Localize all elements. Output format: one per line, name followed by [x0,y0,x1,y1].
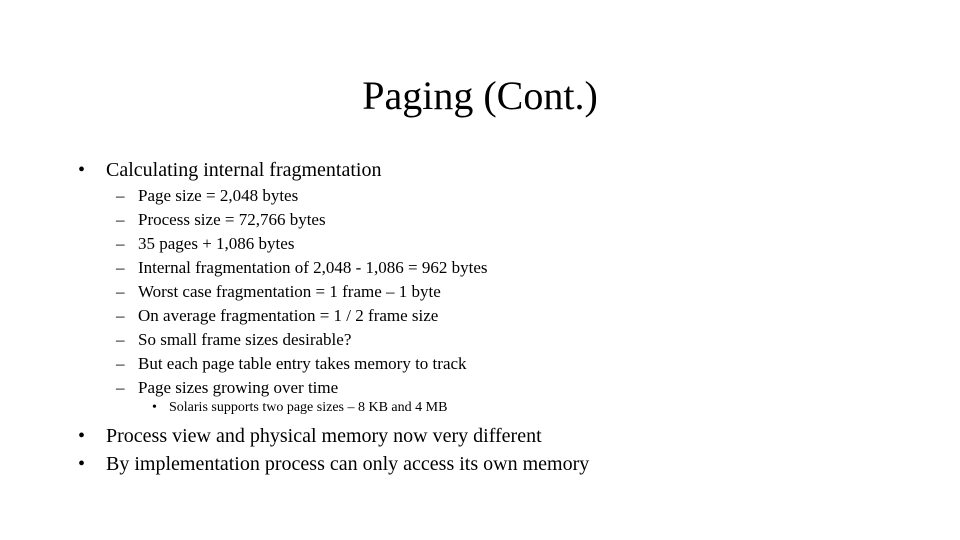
subpoint-item [78,304,938,328]
bullet-icon: • [78,159,86,181]
bullet-process-view [78,422,938,450]
subpoint-item [78,376,938,400]
subpoint-text: Page size = 2,048 bytes [138,186,299,205]
bullet-text: Process view and physical memory now very different [106,425,542,447]
subpoint-text: But each page table entry takes memory to track [138,354,467,373]
subpoint-text: Internal fragmentation of 2,048 - 1,086 = 962 bytes [138,258,488,277]
subpoint-item [78,280,938,304]
subpoint-text: Worst case fragmentation = 1 frame – 1 byte [138,282,441,301]
slide-content [78,156,938,478]
bullet-text: By implementation process can only access its own memory [106,453,590,475]
subsubpoint-text: Solaris supports two page sizes – 8 KB and 4 MB [169,400,448,415]
subpoint-item [78,352,938,376]
subpoint-list [78,184,938,400]
bullet-icon: • [78,425,86,447]
dash-icon: – [116,186,125,205]
bullet-text: Calculating internal fragmentation [106,159,382,181]
dash-icon: – [116,282,125,301]
dash-icon: – [116,210,125,229]
dash-icon: – [116,306,125,325]
dash-icon: – [116,258,125,277]
subpoint-item [78,232,938,256]
subpoint-item [78,328,938,352]
subpoint-item [78,184,938,208]
dash-icon: – [116,330,125,349]
dash-icon: – [116,234,125,253]
dash-icon: – [116,354,125,373]
subpoint-item [78,256,938,280]
subpoint-text: 35 pages + 1,086 bytes [138,234,295,253]
bullet-icon: • [78,453,86,475]
bullet-calculating-fragmentation [78,156,938,184]
subpoint-text: Page sizes growing over time [138,378,339,397]
bullet-implementation [78,450,938,478]
subpoint-text: So small frame sizes desirable? [138,330,352,349]
bullet-icon: • [152,400,157,415]
subpoint-text: On average fragmentation = 1 / 2 frame size [138,306,439,325]
subpoint-item [78,208,938,232]
dash-icon: – [116,378,125,397]
subpoint-text: Process size = 72,766 bytes [138,210,326,229]
subsubpoint-item [78,398,938,418]
slide-title: Paging (Cont.) [362,73,598,118]
